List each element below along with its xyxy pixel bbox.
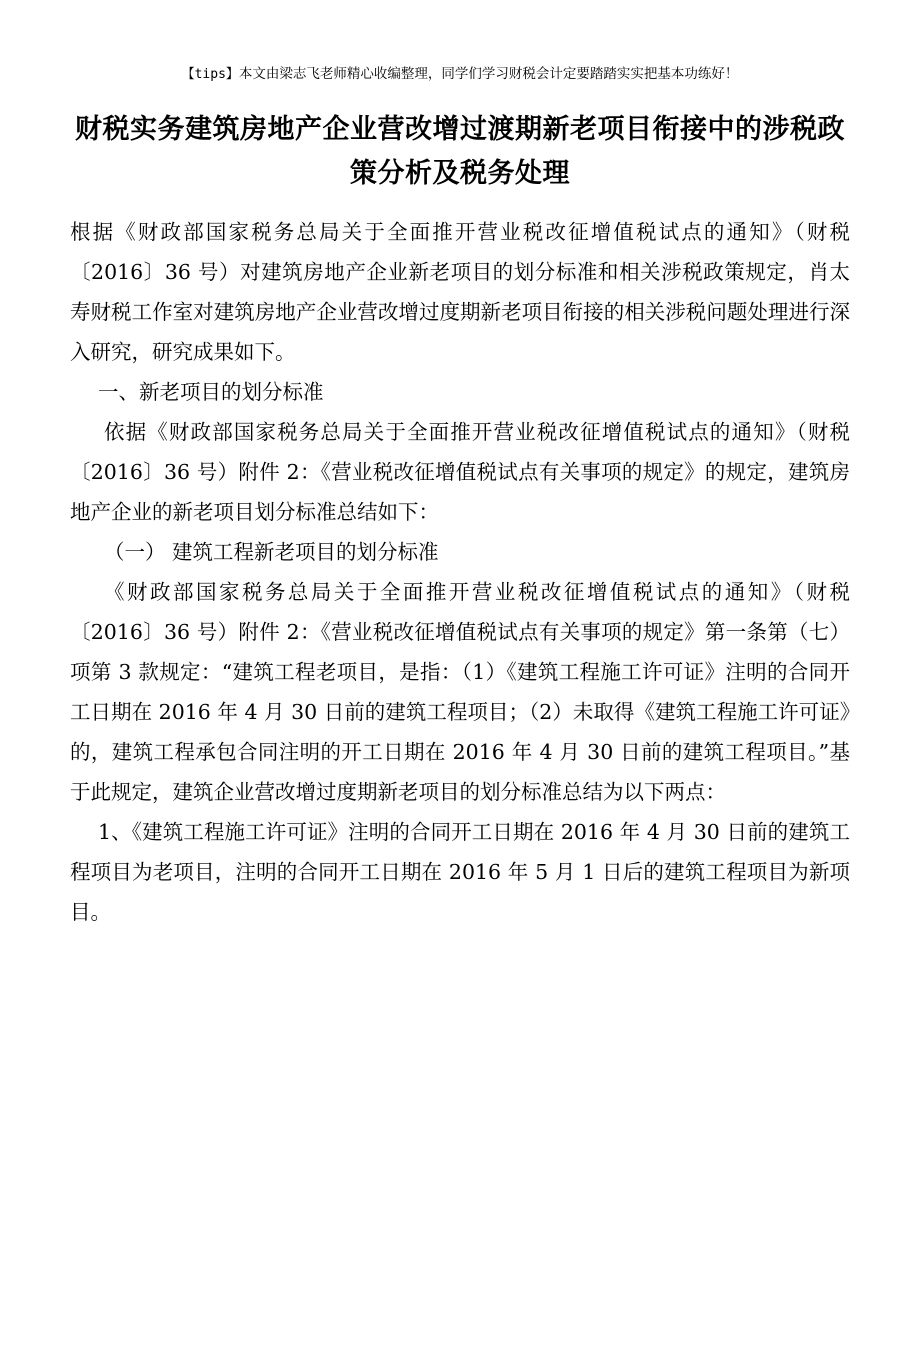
paragraph-basis: 依据《财政部国家税务总局关于全面推开营业税改征增值税试点的通知》（财税〔2016〕36 号）附件 2：《营业税改征增值税试点有关事项的规定》的规定，建筑房地产企业的新老项目划分标准总结如下：: [70, 420, 850, 524]
tips-note: 本文由梁志飞老师精心收编整理，同学们学习财税会计定要踏踏实实把基本功练好！: [238, 66, 739, 82]
document-body: [70, 212, 850, 932]
page-title: 财税实务建筑房地产企业营改增过渡期新老项目衔接中的涉税政策分析及税务处理: [75, 114, 845, 189]
paragraph-subsection-1: （一） 建筑工程新老项目的划分标准: [104, 540, 439, 564]
tips-tag: 【tips】: [181, 67, 239, 82]
paragraph-regulation: 《财政部国家税务总局关于全面推开营业税改征增值税试点的通知》（财税〔2016〕36 号）附件 2：《营业税改征增值税试点有关事项的规定》第一条第（七）项第 3 款规定：“建筑工程老项目，是指：（1）《建筑工程施工许可证》注明的合同开工日期在 2016 年 4 月 30 日前的建筑工程项目；（2）未取得《建筑工程施工许可证》的，建筑工程承包合同注明的开工日期在 2016 年 4 月 30 日前的建筑工程项目。”基于此规定，建筑企业营改增过度期新老项目的划分标准总结为以下两点：: [70, 580, 850, 804]
paragraph-section-1: 一、新老项目的划分标准: [98, 380, 324, 404]
paragraph-intro: 根据《财政部国家税务总局关于全面推开营业税改征增值税试点的通知》（财税〔2016〕36 号）对建筑房地产企业新老项目的划分标准和相关涉税政策规定，肖太寿财税工作室对建筑房地产企业营改增过度期新老项目衔接的相关涉税问题处理进行深入研究，研究成果如下。: [70, 220, 850, 364]
tips-header: [70, 62, 850, 82]
document-page: [0, 62, 920, 1364]
paragraph-point-1: 1、《建筑工程施工许可证》注明的合同开工日期在 2016 年 4 月 30 日前的建筑工程项目为老项目，注明的合同开工日期在 2016 年 5 月 1 日后的建筑工程项目为新项目。: [70, 820, 850, 924]
